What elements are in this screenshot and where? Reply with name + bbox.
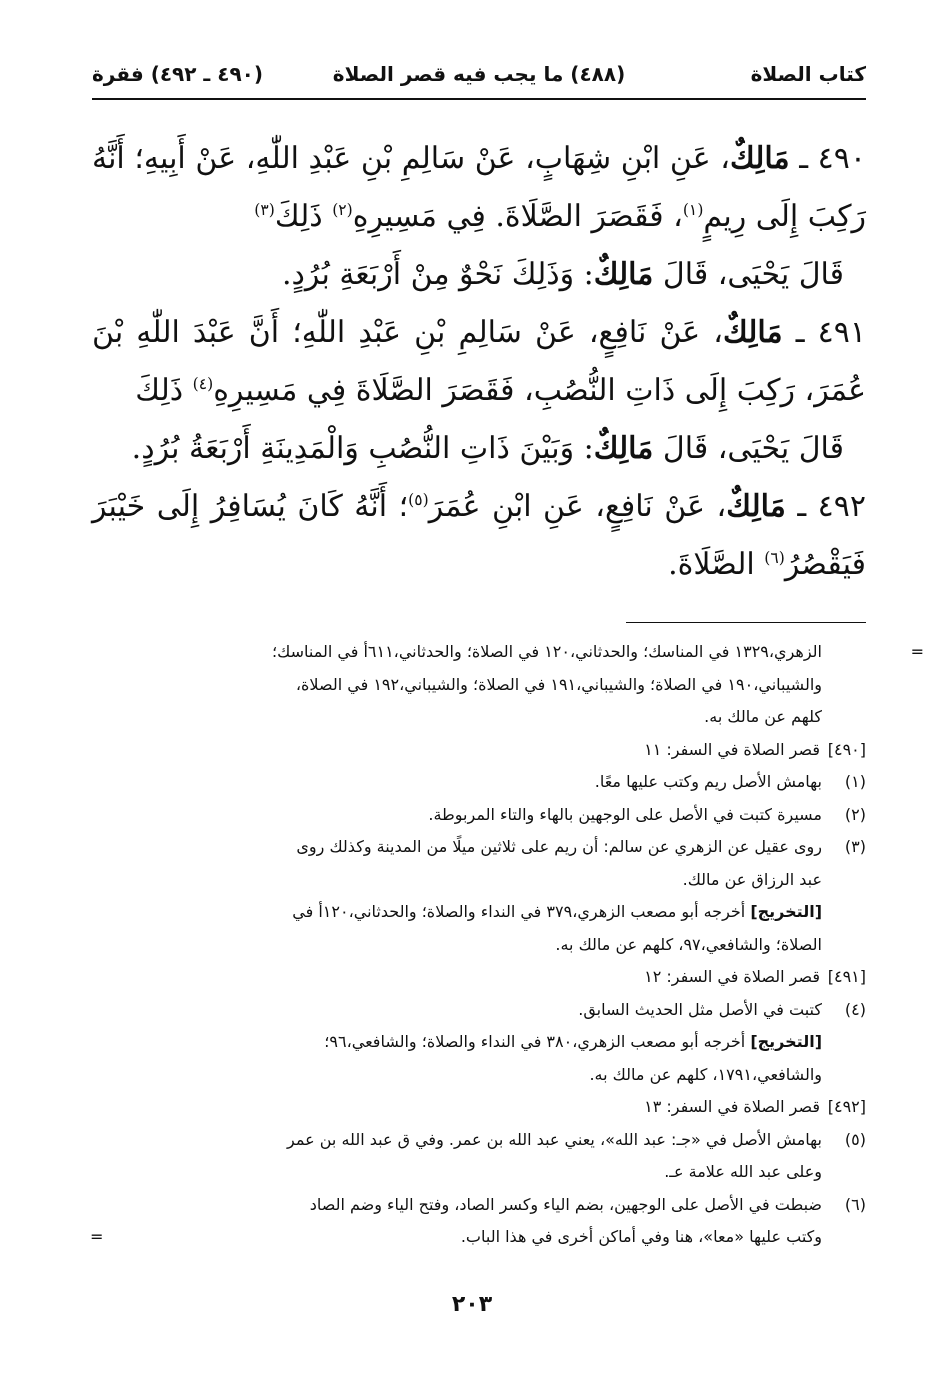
narrator-name: مَالِكٌ [722, 315, 783, 350]
footnote-text: الصلاة؛ والشافعي،٩٧، كلهم عن مالك به. [555, 934, 822, 954]
hadith-text-part: ذَلِكَ [274, 199, 333, 234]
hadith-490 [92, 130, 866, 246]
footnote-2 [92, 799, 866, 832]
takhrij-490-cont [92, 929, 866, 962]
footnote-4 [92, 994, 866, 1027]
section-number: [٤٩٠] [827, 739, 866, 759]
footnote-number: (٣) [844, 837, 866, 856]
footnote-number: (١) [844, 772, 866, 791]
narrator-name: مَالِكٌ [726, 489, 786, 524]
hadith-text [92, 130, 866, 594]
section-title: قصر الصلاة في السفر: ١٣ [644, 1097, 820, 1116]
footnote-text: كتبت في الأصل مثل الحديث السابق. [578, 999, 822, 1019]
footnote-number: (٢) [844, 804, 866, 824]
section-number: [٤٩١] [827, 967, 866, 986]
footnote-ref: (٤) [192, 375, 214, 393]
footnote-text: روى عقيل عن الزهري عن سالم: أن ريم على ثلاثين ميلًا من المدينة وكذلك روى [296, 837, 822, 856]
footnote-3-cont [92, 864, 866, 897]
footnote-ref: (٥) [408, 491, 429, 509]
malik-comment-490 [92, 246, 866, 304]
footnotes [90, 636, 924, 1254]
header-paragraph-range: (٤٩٠ ـ ٤٩٢) فقرة [92, 62, 263, 86]
takhrij-490 [92, 896, 866, 929]
hadith-492 [92, 478, 866, 594]
footnote-text: أخرجه أبو مصعب الزهري،٣٧٩ في النداء والصلاة؛ والحدثاني،١٢٠أ في [292, 902, 751, 921]
section-title: قصر الصلاة في السفر: ١١ [644, 739, 820, 759]
footnote-text: بهامش الأصل ريم وكتب عليها معًا. [594, 772, 822, 791]
narrator-name: مَالِكٌ [593, 431, 654, 466]
header-divider [92, 98, 866, 100]
header-chapter-title: (٤٨٨) ما يجب فيه قصر الصلاة [332, 62, 626, 86]
footnote-text: والشيباني،١٩٠ في الصلاة؛ والشيباني،١٩١ في الصلاة؛ والشيباني،١٩٢ في الصلاة، [295, 674, 822, 694]
section-title: قصر الصلاة في السفر: ١٢ [644, 967, 820, 986]
footnote-text: بهامش الأصل في «جـ: عبد الله»، يعني عبد الله بن عمر. وفي ق عبد الله بن عمر [287, 1129, 822, 1149]
footnote-5-cont [92, 1156, 866, 1189]
takhrij-491-cont [92, 1059, 866, 1092]
hadith-491 [92, 304, 866, 420]
footnote-ref: (٢) [332, 201, 353, 219]
continuation-mark: = [910, 642, 924, 661]
hadith-text-part: الصَّلَاةَ. [668, 547, 765, 582]
footnote-divider [626, 622, 866, 623]
hadith-text-part: ، عَنِ ابْنِ شِهَابٍ، عَنْ سَالِمِ بْنِ عَبْدِ اللّٰهِ، عَنْ أَبِيهِ؛ أَنَّهُ رَكِبَ إِلَى رِيمٍ [92, 141, 866, 234]
takhrij-label: [التخريج] [750, 902, 822, 921]
footnote-carryover [92, 636, 924, 669]
footnote-text: والشافعي،١٧٩١، كلهم عن مالك به. [589, 1064, 822, 1084]
page-number: ٢٠٣ [451, 1292, 493, 1317]
section-491 [92, 961, 866, 994]
footnote-text: ضبطت في الأصل على الوجهين، بضم الياء وكسر الصاد، وفتح الياء وضم الصاد [309, 1194, 822, 1214]
comment-prefix: قَالَ يَحْيَى، قَالَ [653, 257, 844, 292]
footnote-carryover [92, 701, 866, 734]
footnote-ref: (١) [682, 201, 704, 219]
footnote-number: (٤) [844, 999, 866, 1019]
header-book-title: كتاب الصلاة [750, 62, 866, 86]
footnote-3 [92, 831, 866, 864]
running-header [92, 58, 866, 98]
continuation-mark: = [90, 1227, 104, 1246]
footnote-ref: (٣) [254, 201, 275, 219]
footnote-1 [92, 766, 866, 799]
malik-comment-491 [92, 420, 866, 478]
hadith-text-part: ؛ أَنَّهُ كَانَ يُسَافِرُ إِلَى خَيْبَرَ فَيَقْصُرُ [92, 489, 866, 582]
footnote-text: عبد الرزاق عن مالك. [682, 869, 822, 889]
narrator-name: مَالِكٌ [729, 141, 790, 176]
narrator-name: مَالِكٌ [593, 257, 654, 292]
footnote-6-cont [92, 1221, 866, 1254]
comment-text: : وَذَلِكَ نَحْوٌ مِنْ أَرْبَعَةِ بُرُدٍ. [282, 257, 594, 292]
footnote-ref: (٦) [764, 549, 785, 567]
footnote-number: (٥) [844, 1129, 866, 1149]
footnote-text: كلهم عن مالك به. [704, 707, 822, 726]
footnote-number: (٦) [844, 1194, 866, 1214]
hadith-number: ٤٩١ ـ [795, 315, 867, 350]
takhrij-label: [التخريج] [750, 1032, 822, 1051]
footnote-text: وكتب عليها «معا»، هنا وفي أماكن أخرى في هذا الباب. [460, 1227, 822, 1246]
section-492 [92, 1091, 866, 1124]
hadith-text-part: ذَلِكَ [135, 373, 193, 408]
footnote-text: مسيرة كتبت في الأصل على الوجهين بالهاء والتاء المربوطة. [428, 804, 822, 824]
footnote-5 [92, 1124, 866, 1157]
footnote-text: أخرجه أبو مصعب الزهري،٣٨٠ في النداء والصلاة؛ والشافعي،٩٦؛ [324, 1032, 751, 1051]
footnote-text: وعلى عبد الله علامة عـ. [664, 1162, 822, 1181]
hadith-number: ٤٩٢ ـ [797, 489, 866, 524]
takhrij-491 [92, 1026, 866, 1059]
section-490 [92, 734, 866, 767]
hadith-text-part: ، عَنْ نَافِعٍ، عَنِ ابْنِ عُمَرَ [428, 489, 727, 524]
section-number: [٤٩٢] [827, 1097, 866, 1116]
hadith-text-part: ، فَقَصَرَ الصَّلَاةَ. فِي مَسِيرِهِ [352, 199, 683, 234]
hadith-text-part: ، عَنْ نَافِعٍ، عَنْ سَالِمِ بْنِ عَبْدِ اللّٰهِ؛ أَنَّ عَبْدَ اللّٰهِ بْنَ عُمَرَ، رَكِبَ إِلَى ذَاتِ النُّصُبِ، فَقَصَرَ الصَّلَاةَ فِي مَسِيرِهِ [92, 315, 866, 408]
footnote-carryover [92, 669, 866, 702]
comment-prefix: قَالَ يَحْيَى، قَالَ [653, 431, 844, 466]
comment-text: : وَبَيْنَ ذَاتِ النُّصُبِ وَالْمَدِينَةِ أَرْبَعَةُ بُرُدٍ. [131, 431, 594, 466]
footnote-text: الزهري،١٣٢٩ في المناسك؛ والحدثاني،١٢٠ في الصلاة؛ والحدثاني،٦١١أ في المناسك؛ [272, 642, 822, 661]
hadith-number: ٤٩٠ ـ [799, 141, 866, 176]
footnote-6 [92, 1189, 866, 1222]
